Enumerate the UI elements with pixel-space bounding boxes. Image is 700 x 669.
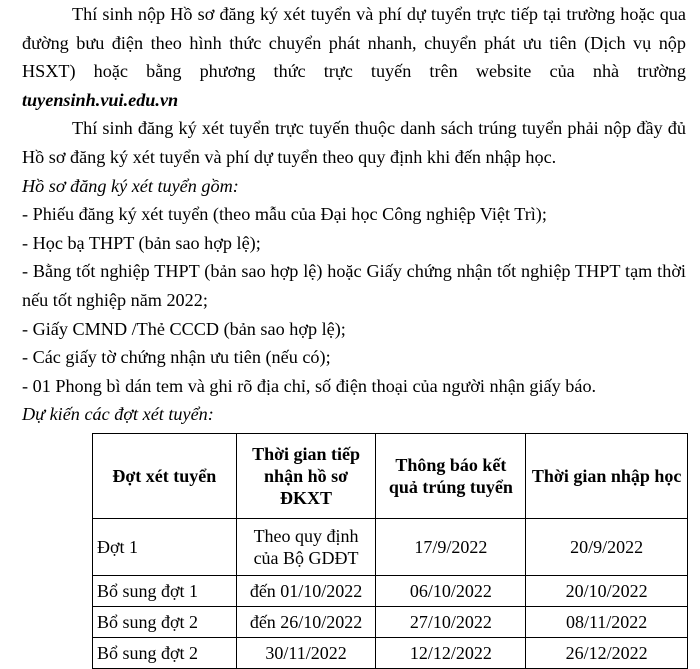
table-cell: 17/9/2022 [376,518,526,575]
table-cell: Bổ sung đợt 2 [93,637,237,668]
table-row [93,575,688,606]
dossier-item: - 01 Phong bì dán tem và ghi rõ địa chỉ, số điện thoại của người nhận giấy báo. [22,375,597,396]
dossier-item: - Bằng tốt nghiệp THPT (bản sao hợp lệ) hoặc Giấy chứng nhận tốt nghiệp THPT tạm thời nếu tốt nghiệp năm 2022; [22,261,686,310]
table-cell: 06/10/2022 [376,575,526,606]
table-header-row [93,433,688,518]
table-cell: Bổ sung đợt 1 [93,575,237,606]
table-cell: 08/11/2022 [526,606,688,637]
paragraph-online-admission: Thí sinh đăng ký xét tuyển trực tuyến thuộc danh sách trúng tuyển phải nộp đầy đủ Hồ sơ đăng ký xét tuyển và phí dự tuyển theo quy định khi đến nhập học. [22,118,686,167]
table-cell: đến 01/10/2022 [236,575,376,606]
table-row [93,606,688,637]
admission-website: tuyensinh.vui.edu.vn [22,89,179,110]
dossier-item: - Giấy CMND /Thẻ CCCD (bản sao hợp lệ); [22,318,346,339]
table-row [93,518,688,575]
table-cell: đến 26/10/2022 [236,606,376,637]
table-cell: 20/10/2022 [526,575,688,606]
dossier-item: - Các giấy tờ chứng nhận ưu tiên (nếu có); [22,347,331,368]
table-cell: Bổ sung đợt 2 [93,606,237,637]
table-cell: 27/10/2022 [376,606,526,637]
header-cell: Đợt xét tuyển [93,433,237,518]
header-cell: Thời gian tiếp nhận hồ sơ ĐKXT [236,433,376,518]
table-cell: 12/12/2022 [376,637,526,668]
paragraph-submission-text: Thí sinh nộp Hồ sơ đăng ký xét tuyển và phí dự tuyển trực tiếp tại trường hoặc qua đường bưu điện theo hình thức chuyển phát nhanh, chuyển phát ưu tiên (Dịch vụ nộp HSXT) hoặc bằng phương thức trực tuyến trên website của nhà trường [22,4,686,82]
table-cell: 20/9/2022 [526,518,688,575]
paragraph-submission [22,0,686,114]
dossier-item: - Học bạ THPT (bản sao hợp lệ); [22,232,261,253]
table-row [93,637,688,668]
dossier-item: - Phiếu đăng ký xét tuyển (theo mẫu của Đại học Công nghiệp Việt Trì); [22,204,547,225]
table-cell: Đợt 1 [93,518,237,575]
table-cell: Theo quy định của Bộ GDĐT [236,518,376,575]
schedule-heading: Dự kiến các đợt xét tuyển: [22,404,214,425]
header-cell: Thời gian nhập học [526,433,688,518]
dossier-heading: Hồ sơ đăng ký xét tuyển gồm: [22,175,239,196]
table-cell: 26/12/2022 [526,637,688,668]
header-cell: Thông báo kết quả trúng tuyển [376,433,526,518]
table-cell: 30/11/2022 [236,637,376,668]
